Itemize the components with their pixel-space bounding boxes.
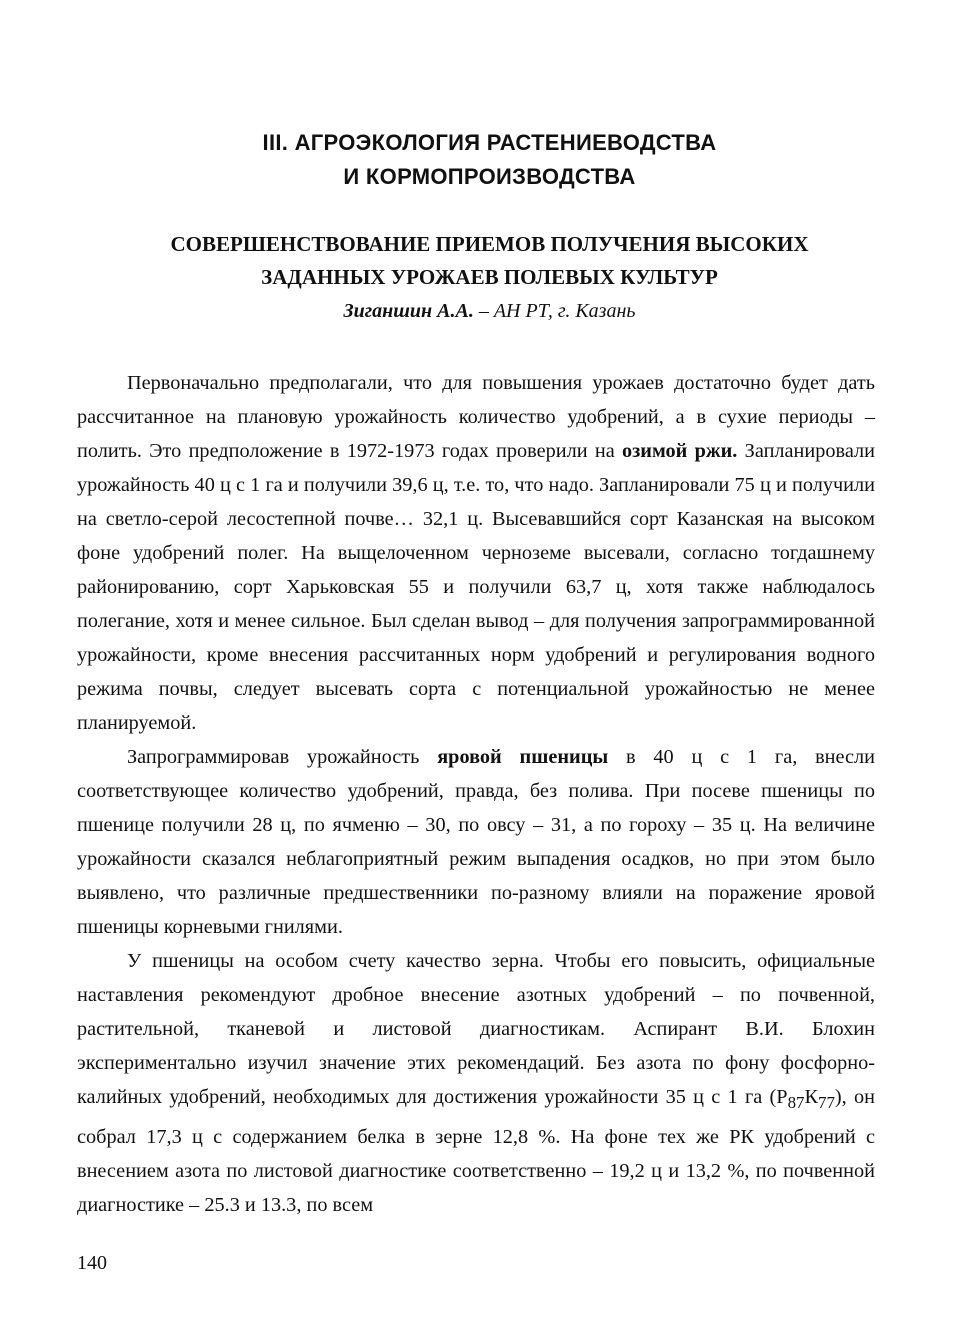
page-number: 140 xyxy=(77,1252,107,1274)
paragraph-1 xyxy=(77,366,875,740)
author-line xyxy=(0,296,979,326)
paragraph-2-text-b: в 40 ц с 1 га, внесли соответствующее количество удобрений, правда, без полива. При посеве пшеницы по пшенице получили 28 ц, по ячменю – 30, по овсу – 31, а по гороху – 35 ц. На величине урожайности сказался неблагоприятный режим выпадения осадков, но при этом было выявлено, что различные предшественники по-разному влияли на поражение яровой пшеницы корневыми гнилями. xyxy=(77,746,875,938)
paragraph-3-text-b: К xyxy=(804,1086,818,1108)
paragraph-2 xyxy=(77,740,875,944)
article-title-line-1: СОВЕРШЕНСТВОВАНИЕ ПРИЕМОВ ПОЛУЧЕНИЯ ВЫСОКИХ xyxy=(170,232,809,256)
paragraph-1-text-a: Первоначально предполагали, что для повышения урожаев достаточно будет дать рассчитанное на плановую урожайность количество удобрений, а в сухие периоды – полить. Это предположение в 1972-1973 годах проверили на xyxy=(77,372,875,462)
article-body xyxy=(77,366,875,1222)
paragraph-3-text-a: У пшеницы на особом счету качество зерна. Чтобы его повысить, официальные наставления рекомендуют дробное внесение азотных удобрений – по почвенной, растительной, тканевой и листовой диагностикам. Аспирант В.И. Блохин экспериментально изучил значение этих рекомендаций. Без азота по фону фосфорно-калийных удобрений, необходимых для достижения урожайности 35 ц с 1 га (Р xyxy=(77,950,875,1108)
author-name: Зиганшин А.А. xyxy=(343,300,474,322)
section-heading-line-1: III. АГРОЭКОЛОГИЯ РАСТЕНИЕВОДСТВА xyxy=(262,130,717,155)
article-title-line-2: ЗАДАННЫХ УРОЖАЕВ ПОЛЕВЫХ КУЛЬТУР xyxy=(261,265,718,289)
paragraph-3 xyxy=(77,944,875,1222)
paragraph-2-text-a: Запрограммировав урожайность xyxy=(127,746,438,768)
article-title xyxy=(0,228,979,294)
paragraph-3-subscript-k: 77 xyxy=(818,1093,835,1113)
author-affiliation: – АН РТ, г. Казань xyxy=(473,300,636,322)
section-heading xyxy=(0,126,979,194)
paragraph-3-subscript-p: 87 xyxy=(787,1093,805,1113)
paragraph-1-bold-term: озимой ржи. xyxy=(622,440,738,462)
paragraph-3-text-c: ), он собрал 17,3 ц с содержанием белка в зерне 12,8 %. На фоне тех же РК удобрений с внесением азота по листовой диагностике соответственно – 19,2 ц и 13,2 %, по почвенной диагностике – 25.3 и 13.3, по всем xyxy=(77,1086,875,1217)
paragraph-2-bold-term: яровой пшеницы xyxy=(437,746,609,768)
section-heading-line-2: И КОРМОПРОИЗВОДСТВА xyxy=(343,164,636,189)
paragraph-1-text-b: Запланировали урожайность 40 ц с 1 га и получили 39,6 ц, т.е. то, что надо. Запланировали 75 ц и получили на светло-серой лесостепной почве… 32,1 ц. Высевавшийся сорт Казанская на высоком фоне удобрений полег. На выщелоченном черноземе высевали, согласно тогдашнему районированию, сорт Харьковская 55 и получили 63,7 ц, хотя также наблюдалось полегание, хотя и менее сильное. Был сделан вывод – для получения запрограммированной урожайности, кроме внесения рассчитанных норм удобрений и регулирования водного режима почвы, следует высевать сорта с потенциальной урожайностью не менее планируемой. xyxy=(77,440,875,734)
